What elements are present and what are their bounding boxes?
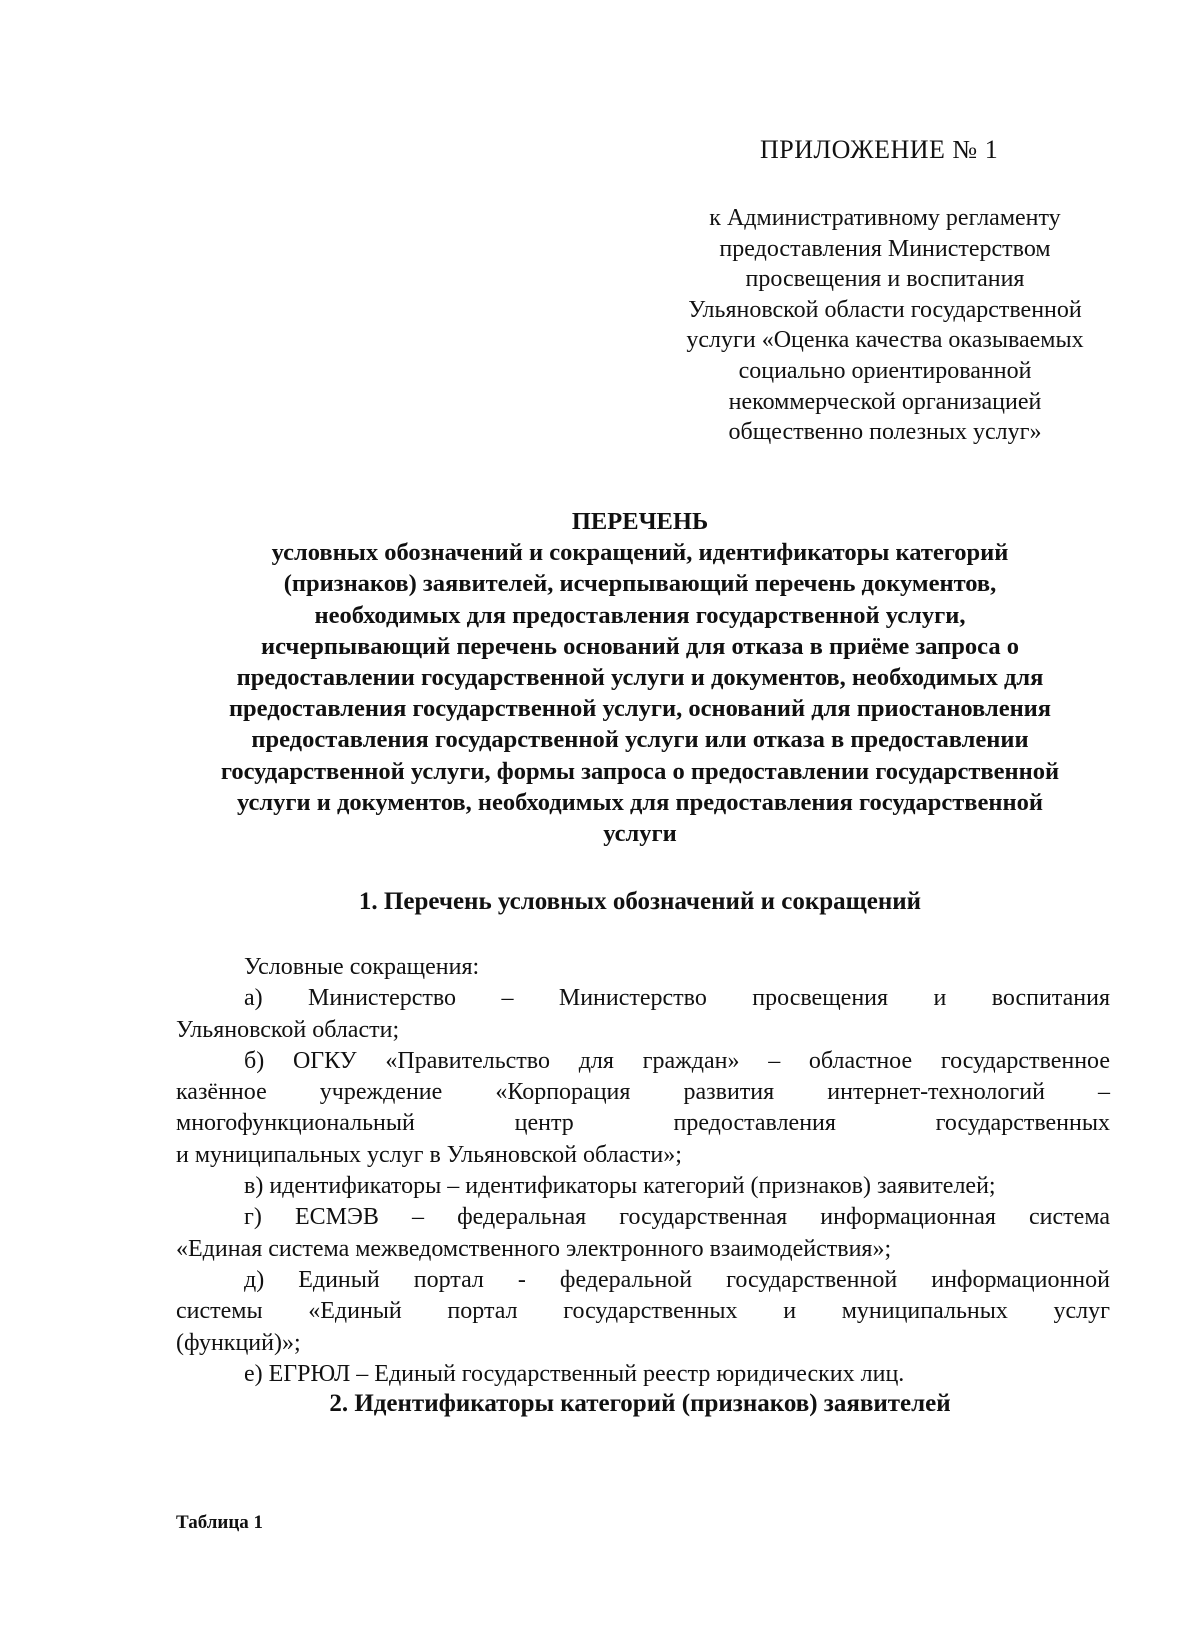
list-item-line: «Единая система межведомственного электронного взаимодействия»; (176, 1235, 892, 1262)
list-item-line: многофункциональный центр предоставления государственных (176, 1110, 1110, 1137)
list-item-line: е) ЕГРЮЛ – Единый государственный реестр юридических лиц. (244, 1360, 905, 1387)
list-item-e (176, 1359, 1110, 1390)
list-item-line: д) Единый портал - федеральной государственной информационной (244, 1266, 1110, 1293)
list-item-line: в) идентификаторы – идентификаторы категорий (признаков) заявителей; (244, 1173, 996, 1200)
appendix-subtitle-line: социально ориентированной (738, 357, 1032, 384)
table-caption: Таблица 1 (176, 1512, 264, 1533)
list-item-line: Ульяновской области; (176, 1016, 400, 1043)
appendix-subtitle-line: Ульяновской области государственной (688, 296, 1082, 323)
title-line: необходимых для предоставления государственной услуги, (314, 601, 966, 629)
list-item-v (176, 1171, 1110, 1202)
list-item-line: и муниципальных услуг в Ульяновской области»; (176, 1141, 682, 1168)
list-item-line: системы «Единый портал государственных и муниципальных услуг (176, 1298, 1110, 1325)
list-item-line: а) Министерство – Министерство просвещения и воспитания (244, 985, 1110, 1012)
title-line: исчерпывающий перечень оснований для отказа в приёме запроса о (261, 632, 1019, 660)
list-item-line: б) ОГКУ «Правительство для граждан» – областное государственное (244, 1047, 1110, 1074)
title-line: государственной услуги, формы запроса о предоставлении государственной (220, 757, 1060, 785)
appendix-subtitle-line: некоммерческой организацией (728, 388, 1042, 415)
title-heading: ПЕРЕЧЕНЬ (571, 508, 709, 535)
appendix-subtitle-line: к Административному регламенту (709, 205, 1061, 231)
list-item-line: казённое учреждение «Корпорация развития интернет-технологий – (176, 1079, 1110, 1106)
title-line: услуги и документов, необходимых для предоставления государственной (237, 788, 1043, 816)
abbreviations-intro: Условные сокращения: (244, 954, 480, 980)
list-item-d (176, 1265, 1110, 1359)
appendix-subtitle-line: общественно полезных услуг» (728, 419, 1042, 446)
list-item-b (176, 1046, 1110, 1171)
appendix-subtitle-line: предоставления Министерством (719, 235, 1051, 262)
list-item-line: г) ЕСМЭВ – федеральная государственная информационная система (244, 1204, 1110, 1231)
list-item-a (176, 983, 1110, 1046)
list-item-line: (функций)»; (176, 1329, 301, 1356)
title-line: предоставлении государственной услуги и документов, необходимых для (236, 664, 1044, 692)
appendix-subtitle-line: услуги «Оценка качества оказываемых (686, 327, 1084, 354)
title-line: условных обозначений и сокращений, идентификаторы категорий (271, 539, 1009, 567)
list-item-g (176, 1202, 1110, 1265)
title-line: предоставления государственной услуги или отказа в предоставлении (251, 726, 1029, 754)
title-line: (признаков) заявителей, исчерпывающий перечень документов, (283, 570, 997, 598)
title-line: предоставления государственной услуги, оснований для приостановления (228, 695, 1052, 723)
abbreviations-list (176, 952, 1110, 1390)
section-1-heading: 1. Перечень условных обозначений и сокращений (358, 888, 922, 915)
appendix-subtitle (650, 203, 1120, 448)
section-2-heading: 2. Идентификаторы категорий (признаков) заявителей (329, 1390, 951, 1417)
document-title (170, 506, 1110, 849)
title-line: услуги (603, 820, 677, 848)
appendix-title: ПРИЛОЖЕНИЕ № 1 (760, 135, 999, 164)
appendix-subtitle-line: просвещения и воспитания (745, 266, 1025, 293)
